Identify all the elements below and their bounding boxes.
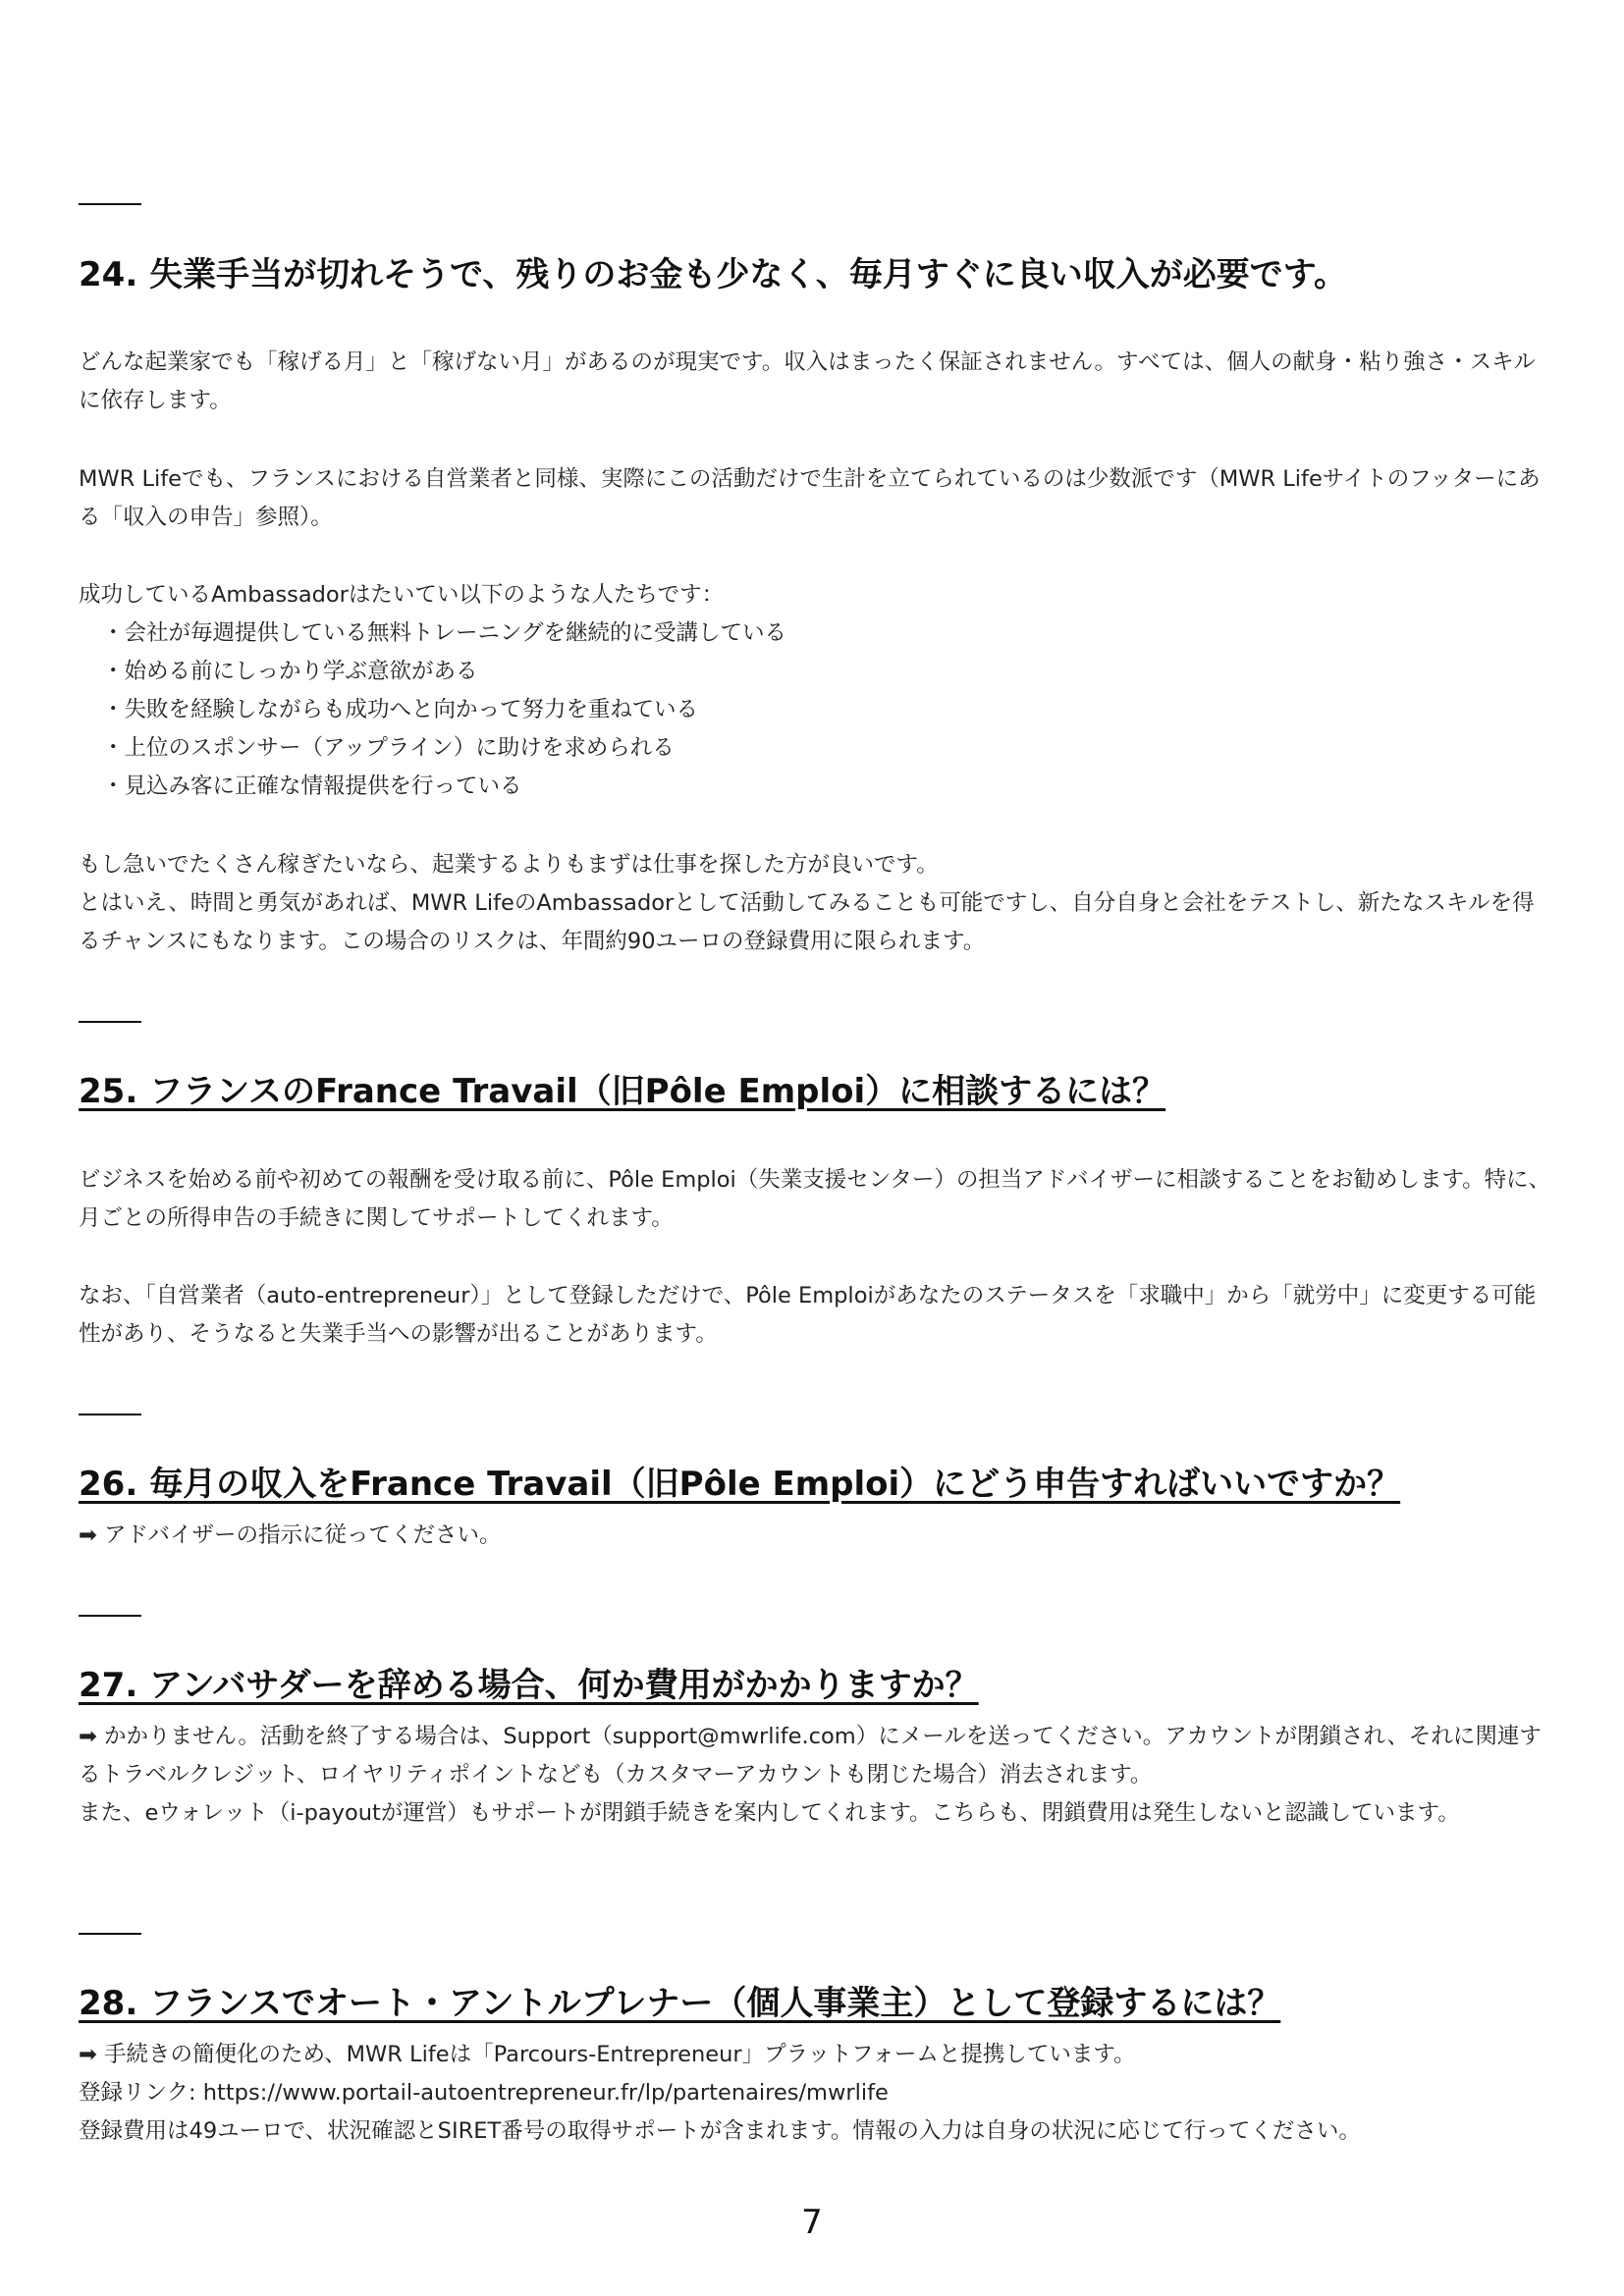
- section-divider: [79, 1615, 141, 1617]
- section-24-heading: 24. 失業手当が切れそうで、残りのお金も少なく、毎月すぐに良い収入が必要です。: [79, 255, 1347, 294]
- section-25-heading: 25. フランスのFrance Travail（旧Pôle Emploi）に相談するには？: [79, 1072, 1166, 1111]
- section-27-heading: 27. アンバサダーを辞める場合、何か費用がかかりますか？: [79, 1666, 979, 1705]
- list-item: ・見込み客に正確な情報提供を行っている: [102, 774, 522, 799]
- section-28-heading: 28. フランスでオート・アントルプレナー（個人事業主）として登録するには？: [79, 1984, 1281, 2023]
- section-24-paragraph-1: どんな起業家でも「稼げる月」と「稼げない月」があるのが現実です。収入はまったく保証されません。すべては、個人の献身・粘り強さ・スキルに依存します。: [79, 349, 1536, 413]
- section-divider: [79, 1933, 141, 1935]
- section-divider: [79, 1414, 141, 1415]
- section-25-paragraph-1: ビジネスを始める前や初めての報酬を受け取る前に、Pôle Emploi（失業支援センター）の担当アドバイザーに相談することをお勧めします。特に、月ごとの所得申告の手続きに関してサポートしてくれます。: [79, 1167, 1551, 1231]
- list-item: ・会社が毎週提供している無料トレーニングを継続的に受講している: [102, 620, 787, 646]
- page-number: 7: [801, 2203, 823, 2242]
- section-26-heading: 26. 毎月の収入をFrance Travail（旧Pôle Emploi）にどう申告すればいいですか？: [79, 1465, 1401, 1504]
- section-divider: [79, 1021, 141, 1023]
- section-27-paragraph-2: また、eウォレット（i-payoutが運営）もサポートが閉鎖手続きを案内してくれます。こちらも、閉鎖費用は発生しないと認識しています。: [79, 1800, 1460, 1826]
- section-28-paragraph-1: ➡ 手続きの簡便化のため、MWR Lifeは「Parcours-Entrepreneur」プラットフォームと提携しています。: [79, 2042, 1136, 2067]
- section-27-paragraph-1: ➡ かかりません。活動を終了する場合は、Support（support@mwrlife.com）にメールを送ってください。アカウントが閉鎖され、それに関連するトラベルクレジット、ロイヤリティポイントなども（カスタマーアカウントも閉じた場合）消去されます。: [79, 1724, 1542, 1788]
- section-24-closing-2: とはいえ、時間と勇気があれば、MWR LifeのAmbassadorとして活動してみることも可能ですし、自分自身と会社をテストし、新たなスキルを得るチャンスにもなります。この場合のリスクは、年間約90ユーロの登録費用に限られます。: [79, 890, 1535, 954]
- section-divider: [79, 203, 141, 205]
- section-24-paragraph-3: 成功しているAmbassadorはたいてい以下のような人たちです：: [79, 582, 725, 608]
- section-24-closing-1: もし急いでたくさん稼ぎたいなら、起業するよりもまずは仕事を探した方が良いです。: [79, 852, 939, 878]
- section-28-registration-link: 登録リンク: https://www.portail-autoentrepreneur.fr/lp/partenaires/mwrlife: [79, 2080, 889, 2106]
- section-24-paragraph-2: MWR Lifeでも、フランスにおける自営業者と同様、実際にこの活動だけで生計を立てられているのは少数派です（MWR Lifeサイトのフッターにある「収入の申告」参照）。: [79, 466, 1541, 530]
- list-item: ・上位のスポンサー（アップライン）に助けを求められる: [102, 735, 675, 761]
- section-25-paragraph-2: なお、「自営業者（auto-entrepreneur）」として登録しただけで、Pôle Emploiがあなたのステータスを「求職中」から「就労中」に変更する可能性があり、そうなると失業手当への影響が出ることがあります。: [79, 1283, 1537, 1347]
- section-26-paragraph-1: ➡ アドバイザーの指示に従ってください。: [79, 1522, 502, 1548]
- section-28-paragraph-3: 登録費用は49ユーロで、状況確認とSIRET番号の取得サポートが含まれます。情報の入力は自身の状況に応じて行ってください。: [79, 2118, 1361, 2144]
- list-item: ・始める前にしっかり学ぶ意欲がある: [102, 659, 478, 684]
- section-24-bullet-list: [102, 614, 786, 806]
- list-item: ・失敗を経験しながらも成功へと向かって努力を重ねている: [102, 697, 698, 722]
